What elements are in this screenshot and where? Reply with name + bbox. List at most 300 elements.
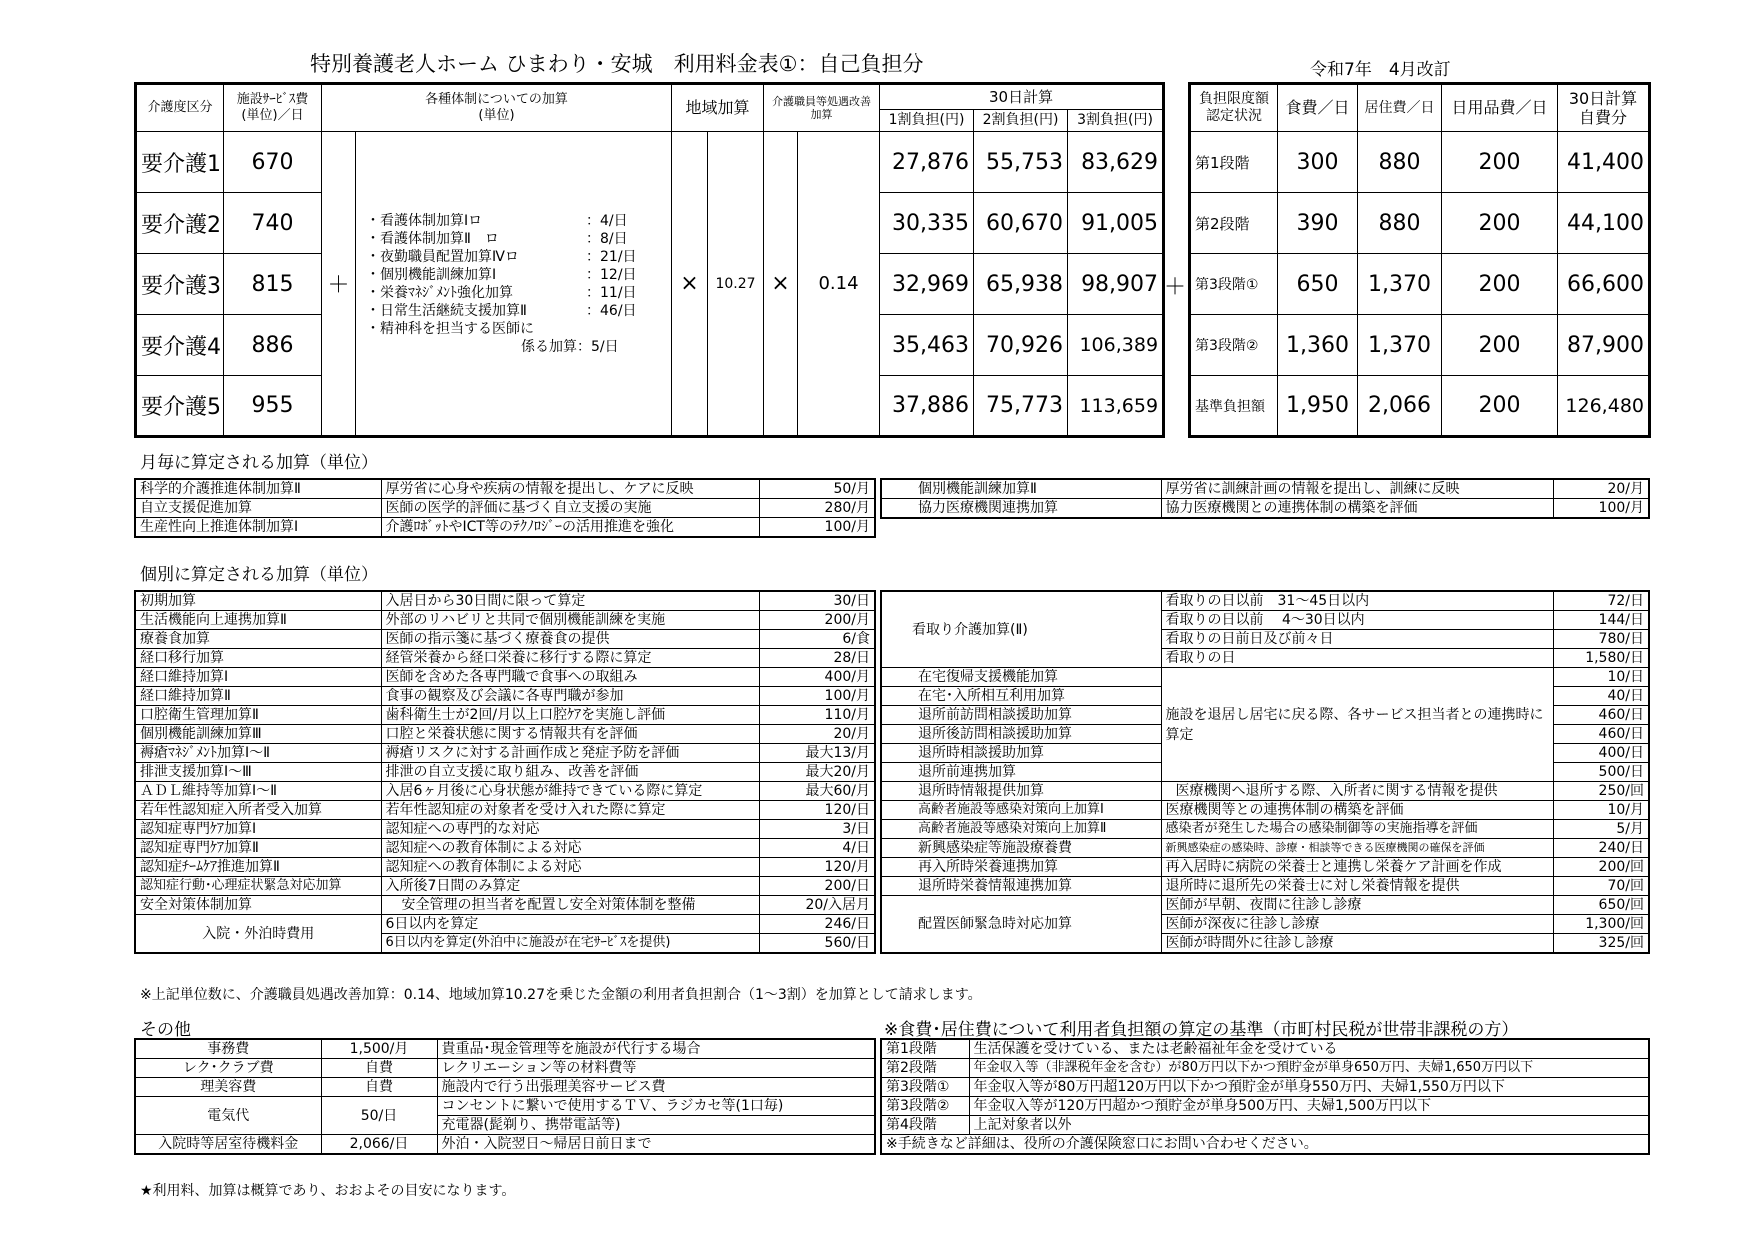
unit-cell: 670 (224, 132, 322, 193)
text: 施設ｻｰﾋﾞｽ費 (236, 92, 309, 108)
header-chiiki: 地域加算 (672, 84, 764, 132)
individual-row (881, 820, 1649, 839)
text: (単位)／日 (241, 108, 304, 123)
selfpay-row (1190, 193, 1650, 254)
header-r2: 2割負担(円) (974, 110, 1068, 132)
kasan-item (366, 266, 667, 284)
criteria-row (881, 1059, 1649, 1078)
monthly-row (135, 518, 875, 538)
table-cell: 在宅復帰支援機能加算 (881, 668, 1161, 687)
table-cell: 新興感染症の感染時、診療・相談等できる医療機関の確保を評価 (1161, 839, 1553, 858)
individual-row (881, 591, 1649, 611)
header-food: 食費／日 (1278, 84, 1358, 132)
table-cell: 再入居時に病院の栄養士と連携し栄養ケア計画を作成 (1161, 858, 1553, 877)
text: ：11/日 (586, 284, 637, 301)
individual-row (135, 915, 875, 934)
kasan-item (366, 248, 667, 266)
monthly-table-right (880, 478, 1650, 519)
table-cell: 退所時に退所先の栄養士に対し栄養情報を提供 (1161, 877, 1553, 896)
table-cell: 外泊・入院翌日～帰居日前日まで (437, 1135, 875, 1155)
stage-cell: 第3段階② (1190, 315, 1278, 376)
fee-row (136, 132, 1164, 193)
total-cell: 66,600 (1558, 254, 1650, 315)
daily-cell: 200 (1442, 376, 1558, 437)
table-cell: 若年性認知症の対象者を受け入れた際に算定 (381, 801, 759, 820)
table-cell: 400/日 (1553, 744, 1649, 763)
individual-row (135, 877, 875, 896)
table-cell: 外部のリハビリと共同で個別機能訓練を実施 (381, 611, 759, 630)
table-cell: 年金収入等（非課税年金を含む）が80万円以下かつ預貯金が単身650万円、夫婦1,650万円以下 (969, 1059, 1649, 1078)
table-cell: 電気代 (135, 1097, 321, 1135)
individual-row (881, 839, 1649, 858)
table-cell: 20/入居月 (759, 896, 875, 915)
other-heading: その他 (140, 1020, 191, 1040)
level-cell: 要介護1 (136, 132, 224, 193)
table-cell: 最大13/月 (759, 744, 875, 763)
stay-cell: 880 (1358, 132, 1442, 193)
kasan-item (366, 230, 667, 248)
individual-row (135, 839, 875, 858)
table-row (136, 84, 1164, 110)
table-cell: 第3段階② (881, 1097, 969, 1116)
table-cell: 最大60/月 (759, 782, 875, 801)
table-cell: 看取りの日前日及び前々日 (1161, 630, 1553, 649)
text: 介護職員等処遇改善 (772, 94, 872, 108)
table-cell: 医療機関等との連携体制の構築を評価 (1161, 801, 1553, 820)
table-cell: 認知症専門ｹｱ加算Ⅱ (135, 839, 381, 858)
r1-cell: 27,876 (880, 132, 974, 193)
emergency-name: 配置医師緊急時対応加算 (881, 896, 1161, 954)
table-cell: 10/月 (1553, 801, 1649, 820)
table-cell: 看取りの日以前 31～45日以内 (1161, 591, 1553, 611)
individual-table-left (134, 590, 876, 954)
table-row (1190, 84, 1650, 132)
text: ：4/日 (586, 212, 628, 229)
table-cell: 認知症への教育体制による対応 (381, 858, 759, 877)
other-row (135, 1059, 875, 1078)
other-row (135, 1135, 875, 1155)
other-table (134, 1038, 876, 1155)
table-cell: 経口維持加算Ⅱ (135, 687, 381, 706)
text: ・看護体制加算Ⅱ ロ (366, 230, 499, 247)
unit-cell: 886 (224, 315, 322, 376)
table-cell: 460/日 (1553, 706, 1649, 725)
selfpay-row (1190, 254, 1650, 315)
table-cell: 退所時栄養情報連携加算 (881, 877, 1161, 896)
table-cell: 食事の観察及び会議に各専門職が参加 (381, 687, 759, 706)
individual-row (881, 877, 1649, 896)
table-cell: 認知症への専門的な対応 (381, 820, 759, 839)
table-cell: 認知症ﾁｰﾑｹｱ推進加算Ⅱ (135, 858, 381, 877)
table-cell: 第4段階 (881, 1116, 969, 1135)
times-sign: × (672, 132, 708, 437)
kasan-desc: 厚労省に心身や疾病の情報を提出し、ケアに反映 (381, 479, 759, 499)
text: 各種体制についての加算 (425, 92, 568, 108)
criteria-table (880, 1038, 1650, 1155)
individual-row (135, 782, 875, 801)
table-cell: 200/月 (759, 611, 875, 630)
table-cell: 在宅･入所相互利用加算 (881, 687, 1161, 706)
footnote: ★利用料、加算は概算であり、おおよその目安になります。 (140, 1183, 516, 1199)
table-cell: 経口移行加算 (135, 649, 381, 668)
other-row (135, 1097, 875, 1116)
total-cell: 126,480 (1558, 376, 1650, 437)
monthly-row (135, 479, 875, 499)
table-cell: 医師が時間外に往診し診療 (1161, 934, 1553, 954)
kasan-desc: 医師の医学的評価に基づく自立支援の実施 (381, 499, 759, 518)
text: 30日計算 (1568, 88, 1638, 108)
individual-row (135, 706, 875, 725)
kasan-item: 係る加算：5/日 (521, 338, 619, 355)
individual-row (135, 725, 875, 744)
individual-heading: 個別に算定される加算（単位） (140, 565, 378, 585)
table-cell: ＡＤＬ維持等加算Ⅰ～Ⅱ (135, 782, 381, 801)
table-cell: 経口維持加算Ⅰ (135, 668, 381, 687)
table-cell: 退所後訪問相談援助加算 (881, 725, 1161, 744)
r3-cell: 91,005 (1068, 193, 1164, 254)
table-cell: 若年性認知症入所者受入加算 (135, 801, 381, 820)
individual-row (135, 896, 875, 915)
kasan-note: ※上記単位数に、介護職員処遇改善加算：0.14、地域加算10.27を乗じた金額の利用者負担割合（1～3割）を加算として請求します。 (140, 987, 982, 1003)
r2-cell: 75,773 (974, 376, 1068, 437)
criteria-row (881, 1078, 1649, 1097)
table-cell: 理美容費 (135, 1078, 321, 1097)
individual-row (135, 801, 875, 820)
r2-cell: 60,670 (974, 193, 1068, 254)
table-cell: 再入所時栄養連携加算 (881, 858, 1161, 877)
revision-date: 令和7年 4月改訂 (1310, 60, 1451, 80)
table-cell: 個別機能訓練加算Ⅲ (135, 725, 381, 744)
table-cell: 感染者が発生した場合の感染制御等の実施指導を評価 (1161, 820, 1553, 839)
selfpay-row (1190, 376, 1650, 437)
criteria-row (881, 1116, 1649, 1135)
table-cell: 最大20/月 (759, 763, 875, 782)
text: ・看護体制加算Ⅰロ (366, 212, 483, 229)
table-cell: 400/月 (759, 668, 875, 687)
table-cell: 事務費 (135, 1039, 321, 1059)
header-selftotal (1558, 84, 1650, 132)
table-cell: 高齢者施設等感染対策向上加算Ⅱ (881, 820, 1161, 839)
total-cell: 44,100 (1558, 193, 1650, 254)
header-daily: 日用品費／日 (1442, 84, 1558, 132)
table-cell: 看取りの日以前 4～30日以内 (1161, 611, 1553, 630)
text: ：21/日 (586, 248, 637, 265)
r3-cell: 106,389 (1068, 315, 1164, 376)
individual-row (135, 630, 875, 649)
table-cell: 医師の指示箋に基づく療養食の提供 (381, 630, 759, 649)
table-cell: 入居6ヶ月後に心身状態が維持できている際に算定 (381, 782, 759, 801)
table-cell: 240/日 (1553, 839, 1649, 858)
table-cell: 医師が深夜に往診し診療 (1161, 915, 1553, 934)
kasan-name: 個別機能訓練加算Ⅱ (881, 479, 1161, 499)
header-stay: 居住費／日 (1358, 84, 1442, 132)
header-kaigo: 介護度区分 (136, 84, 224, 132)
header-kasan (322, 84, 672, 132)
individual-row (881, 801, 1649, 820)
table-cell: 20/月 (759, 725, 875, 744)
table-cell: 褥瘡リスクに対する計画作成と発症予防を評価 (381, 744, 759, 763)
other-row (135, 1039, 875, 1059)
r2-cell: 70,926 (974, 315, 1068, 376)
criteria-row (881, 1039, 1649, 1059)
r1-cell: 30,335 (880, 193, 974, 254)
table-cell: 年金収入等が120万円超かつ預貯金が単身500万円、夫婦1,500万円以下 (969, 1097, 1649, 1116)
table-cell: 120/月 (759, 858, 875, 877)
criteria-row (881, 1135, 1649, 1155)
total-cell: 41,400 (1558, 132, 1650, 193)
criteria-row (881, 1097, 1649, 1116)
table-cell: 780/日 (1553, 630, 1649, 649)
table-cell: 120/日 (759, 801, 875, 820)
table-cell: 500/日 (1553, 763, 1649, 782)
table-cell: 安全管理の担当者を配置し安全対策体制を整備 (381, 896, 759, 915)
table-cell: 入居日から30日間に限って算定 (381, 591, 759, 611)
table-cell: 安全対策体制加算 (135, 896, 381, 915)
table-cell: 充電器(髭剃り、携帯電話等) (437, 1116, 875, 1135)
selfpay-row (1190, 132, 1650, 193)
plus-sign: ＋ (1164, 275, 1187, 300)
table-cell: 460/日 (1553, 725, 1649, 744)
table-cell: 看取りの日 (1161, 649, 1553, 668)
daily-cell: 200 (1442, 193, 1558, 254)
table-cell: 生活保護を受けている、または老齢福祉年金を受けている (969, 1039, 1649, 1059)
table-cell: 第1段階 (881, 1039, 969, 1059)
r1-cell: 35,463 (880, 315, 974, 376)
header-limit (1190, 84, 1278, 132)
table-cell: 経管栄養から経口栄養に移行する際に算定 (381, 649, 759, 668)
other-row (135, 1078, 875, 1097)
table-cell: 6/食 (759, 630, 875, 649)
daily-cell: 200 (1442, 132, 1558, 193)
unit-cell: 955 (224, 376, 322, 437)
table-cell: 325/回 (1553, 934, 1649, 954)
table-cell: 高齢者施設等感染対策向上加算Ⅰ (881, 801, 1161, 820)
table-cell: 医師が早朝、夜間に往診し診療 (1161, 896, 1553, 915)
individual-row (135, 744, 875, 763)
criteria-heading: ※食費･居住費について利用者負担額の算定の基準（市町村民税が世帯非課税の方） (884, 1020, 1519, 1040)
text: ・夜勤職員配置加算Ⅳロ (366, 248, 519, 265)
header-service (224, 84, 322, 132)
text: ・個別機能訓練加算Ⅰ (366, 266, 497, 283)
selfpay-table (1188, 82, 1651, 438)
r2-cell: 55,753 (974, 132, 1068, 193)
text: ・日常生活継続支援加算Ⅱ (366, 302, 527, 319)
kasan-name: 自立支援促進加算 (135, 499, 381, 518)
header-r1: 1割負担(円) (880, 110, 974, 132)
table-cell: コンセントに繋いで使用するＴＶ、ラジカセ等(1口毎) (437, 1097, 875, 1116)
kasan-item (366, 302, 667, 320)
stage-cell: 基準負担額 (1190, 376, 1278, 437)
table-cell: 退所前連携加算 (881, 763, 1161, 782)
unit-cell: 740 (224, 193, 322, 254)
stay-cell: 1,370 (1358, 315, 1442, 376)
text: ：8/日 (586, 230, 628, 247)
text: ：46/日 (586, 302, 637, 319)
table-cell: 口腔衛生管理加算Ⅱ (135, 706, 381, 725)
monthly-table-left (134, 478, 876, 538)
table-cell: 10/日 (1553, 668, 1649, 687)
chiiki-value: 10.27 (708, 132, 764, 437)
monthly-row (881, 479, 1649, 499)
kasan-value: 20/月 (1553, 479, 1649, 499)
stage-cell: 第3段階① (1190, 254, 1278, 315)
unit-cell: 815 (224, 254, 322, 315)
table-cell: 認知症行動･心理症状緊急対応加算 (135, 877, 381, 896)
daily-cell: 200 (1442, 254, 1558, 315)
text: 自費分 (1578, 108, 1627, 127)
table-cell: 認知症専門ｹｱ加算Ⅰ (135, 820, 381, 839)
table-cell: 246/日 (759, 915, 875, 934)
kasan-item (366, 212, 667, 230)
kasan-desc: 厚労省に訓練計画の情報を提出し、訓練に反映 (1161, 479, 1553, 499)
monthly-row (135, 499, 875, 518)
table-cell: 50/日 (321, 1097, 437, 1135)
shogu-value: 0.14 (798, 132, 880, 437)
stage-cell: 第1段階 (1190, 132, 1278, 193)
level-cell: 要介護2 (136, 193, 224, 254)
mitori-name: 看取り介護加算(Ⅱ) (881, 591, 1161, 668)
table-cell: 自費 (321, 1059, 437, 1078)
selfpay-row (1190, 315, 1650, 376)
table-cell: 40/日 (1553, 687, 1649, 706)
table-cell: 退所時情報提供加算 (881, 782, 1161, 801)
table-cell: 30/日 (759, 591, 875, 611)
table-cell: 上記対象者以外 (969, 1116, 1649, 1135)
food-cell: 300 (1278, 132, 1358, 193)
table-cell: 新興感染症等施設療養費 (881, 839, 1161, 858)
kasan-item: ・精神科を担当する医師に (366, 320, 534, 337)
kasan-name: 協力医療機関連携加算 (881, 499, 1161, 519)
table-cell: 初期加算 (135, 591, 381, 611)
kasan-name: 科学的介護推進体制加算Ⅱ (135, 479, 381, 499)
table-cell: 2,066/日 (321, 1135, 437, 1155)
table-cell: 1,500/月 (321, 1039, 437, 1059)
kasan-value: 100/月 (759, 518, 875, 538)
table-cell: 口腔と栄養状態に関する情報共有を評価 (381, 725, 759, 744)
level-cell: 要介護4 (136, 315, 224, 376)
table-cell: レク･クラブ費 (135, 1059, 321, 1078)
kasan-item (366, 284, 667, 302)
individual-row (881, 668, 1649, 687)
total-cell: 87,900 (1558, 315, 1650, 376)
table-cell: 自費 (321, 1078, 437, 1097)
level-cell: 要介護3 (136, 254, 224, 315)
plus-sign: ＋ (322, 132, 356, 437)
table-cell: 療養食加算 (135, 630, 381, 649)
monthly-heading: 月毎に算定される加算（単位） (140, 453, 378, 473)
kasan-value: 100/月 (1553, 499, 1649, 519)
table-cell: 生活機能向上連携加算Ⅱ (135, 611, 381, 630)
table-cell: 100/月 (759, 687, 875, 706)
page-title: 特別養護老人ホーム ひまわり・安城 利用料金表①：自己負担分 (310, 52, 924, 76)
individual-row (135, 649, 875, 668)
table-cell: 250/回 (1553, 782, 1649, 801)
table-cell: 施設内で行う出張理美容サービス費 (437, 1078, 875, 1097)
fee-table (134, 82, 1165, 438)
text: ・栄養ﾏﾈｼﾞﾒﾝﾄ強化加算 (366, 284, 513, 301)
r1-cell: 32,969 (880, 254, 974, 315)
individual-row (135, 668, 875, 687)
table-cell: 入所後7日間のみ算定 (381, 877, 759, 896)
table-cell: 入院時等居室待機料金 (135, 1135, 321, 1155)
table-cell: 第2段階 (881, 1059, 969, 1078)
hospital-name: 入院・外泊時費用 (135, 915, 381, 954)
text: ：12/日 (586, 266, 637, 283)
text: 負担限度額 (1199, 91, 1269, 108)
individual-row (135, 591, 875, 611)
individual-row (881, 858, 1649, 877)
food-cell: 390 (1278, 193, 1358, 254)
table-cell: 70/回 (1553, 877, 1649, 896)
table-cell: レクリエーション等の材料費等 (437, 1059, 875, 1078)
individual-row (135, 763, 875, 782)
individual-row (881, 782, 1649, 801)
table-cell: 5/月 (1553, 820, 1649, 839)
table-cell: 1,300/回 (1553, 915, 1649, 934)
individual-row (135, 858, 875, 877)
table-cell: 医師を含めた各専門職で食事への取組み (381, 668, 759, 687)
stay-cell: 1,370 (1358, 254, 1442, 315)
times-sign: × (764, 132, 798, 437)
table-cell: 退所前訪問相談援助加算 (881, 706, 1161, 725)
table-cell: 排泄支援加算Ⅰ～Ⅲ (135, 763, 381, 782)
table-cell: 200/回 (1553, 858, 1649, 877)
r1-cell: 37,886 (880, 376, 974, 437)
individual-row (881, 896, 1649, 915)
table-cell: 28/日 (759, 649, 875, 668)
header-shogu (764, 84, 880, 132)
table-cell: 4/日 (759, 839, 875, 858)
header-total30: 30日計算 (880, 84, 1164, 110)
kasan-value: 50/月 (759, 479, 875, 499)
table-cell: 560/日 (759, 934, 875, 954)
food-cell: 650 (1278, 254, 1358, 315)
kasan-value: 280/月 (759, 499, 875, 518)
r3-cell: 98,907 (1068, 254, 1164, 315)
header-r3: 3割負担(円) (1068, 110, 1164, 132)
text: 加算 (810, 108, 833, 121)
table-cell: 医療機関へ退所する際、入所者に関する情報を提供 (1161, 782, 1553, 801)
stage-cell: 第2段階 (1190, 193, 1278, 254)
r2-cell: 65,938 (974, 254, 1068, 315)
table-cell: 褥瘡ﾏﾈｼﾞﾒﾝﾄ加算Ⅰ～Ⅱ (135, 744, 381, 763)
kasan-desc: 協力医療機関との連携体制の構築を評価 (1161, 499, 1553, 519)
text: (単位) (478, 108, 515, 123)
r3-cell: 83,629 (1068, 132, 1164, 193)
discharge-desc: 施設を退居し居宅に戻る際、各サービス担当者との連携時に算定 (1161, 668, 1553, 782)
table-cell: 歯科衛生士が2回/月以上口腔ｹｱを実施し評価 (381, 706, 759, 725)
monthly-row (881, 499, 1649, 519)
table-cell: 144/日 (1553, 611, 1649, 630)
individual-table-right (880, 590, 1650, 954)
daily-cell: 200 (1442, 315, 1558, 376)
individual-row (135, 820, 875, 839)
table-cell: 年金収入等が80万円超120万円以下かつ預貯金が単身550万円、夫婦1,550万円以下 (969, 1078, 1649, 1097)
individual-row (135, 687, 875, 706)
table-cell: 3/日 (759, 820, 875, 839)
kasan-desc: 介護ﾛﾎﾞｯﾄやICT等のﾃｸﾉﾛｼﾞｰの活用推進を強化 (381, 518, 759, 538)
table-cell: 650/回 (1553, 896, 1649, 915)
stay-cell: 880 (1358, 193, 1442, 254)
table-cell: 200/日 (759, 877, 875, 896)
table-cell: ※手続きなど詳細は、役所の介護保険窓口にお問い合わせください。 (881, 1135, 1649, 1155)
food-cell: 1,360 (1278, 315, 1358, 376)
table-cell: 退所時相談援助加算 (881, 744, 1161, 763)
r3-cell: 113,659 (1068, 376, 1164, 437)
stay-cell: 2,066 (1358, 376, 1442, 437)
table-cell: 72/日 (1553, 591, 1649, 611)
table-cell: 排泄の自立支援に取り組み、改善を評価 (381, 763, 759, 782)
